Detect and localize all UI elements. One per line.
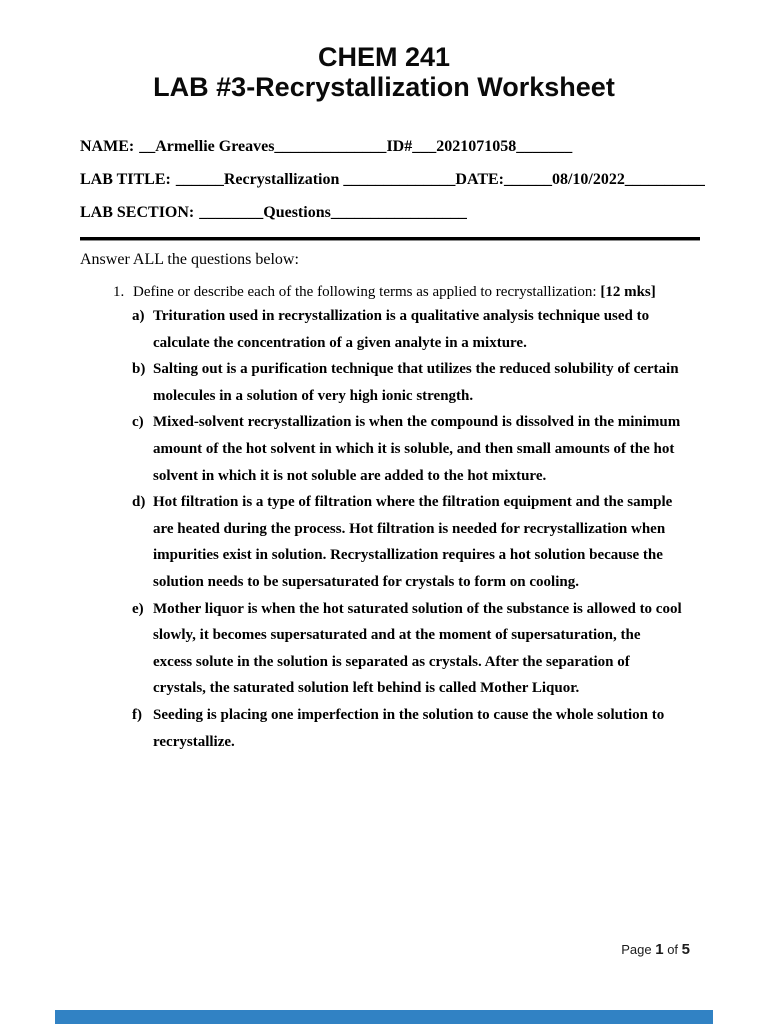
header-fields bbox=[80, 138, 705, 222]
id-value: ___2021071058_______ bbox=[412, 138, 573, 155]
lab-section-label: LAB SECTION: bbox=[80, 204, 195, 221]
answer-text: Mother liquor is when the hot saturated solution of the substance is allowed to cool slowly, it becomes supersaturated and at the moment of supersaturation, the excess solute in the solution is separated as crystals. After the separation of crystals, the saturated solution left behind is called Mother Liquor. bbox=[153, 600, 682, 697]
labtitle-date-row bbox=[80, 171, 705, 189]
lab-section-field bbox=[80, 204, 467, 222]
question-marks: [12 mks] bbox=[600, 284, 656, 300]
lab-title-value: ______Recrystallization ______________ bbox=[175, 171, 456, 188]
answer-item-c bbox=[132, 409, 768, 489]
answer-item-a bbox=[132, 303, 768, 356]
id-field bbox=[386, 138, 572, 156]
answer-list bbox=[132, 303, 768, 755]
answer-text: Trituration used in recrystallization is a qualitative analysis technique used to calculate the concentration of a given analyte in a mixture. bbox=[153, 308, 650, 351]
page-number-footer bbox=[621, 941, 690, 958]
answer-text: Salting out is a purification technique that utilizes the reduced solubility of certain molecules in a solution of very high ionic strength. bbox=[153, 361, 679, 404]
name-value: __Armellie Greaves______________ bbox=[139, 138, 387, 155]
answer-letter: f) bbox=[132, 706, 142, 723]
answer-item-e bbox=[132, 596, 768, 702]
answer-letter: b) bbox=[132, 361, 146, 378]
page-total: 5 bbox=[681, 941, 690, 958]
of-label: of bbox=[663, 942, 682, 957]
lab-title-heading: LAB #3-Recrystallization Worksheet bbox=[153, 72, 615, 102]
answer-item-f bbox=[132, 702, 768, 755]
page-label: Page bbox=[621, 942, 656, 957]
lab-section-value: ________Questions_________________ bbox=[199, 204, 467, 221]
course-title: CHEM 241 bbox=[317, 42, 451, 72]
lab-title-label: LAB TITLE: bbox=[80, 171, 171, 188]
section-divider bbox=[80, 237, 700, 241]
answer-item-d bbox=[132, 489, 768, 595]
name-id-row bbox=[80, 138, 698, 156]
name-label: NAME: bbox=[80, 138, 135, 155]
viewer-page-gap-bar bbox=[55, 1010, 713, 1024]
instruction-text: Answer ALL the questions below: bbox=[80, 251, 299, 268]
date-field bbox=[455, 171, 704, 189]
answer-letter: c) bbox=[132, 414, 144, 431]
name-field bbox=[80, 138, 386, 156]
answer-text: Hot filtration is a type of filtration where the filtration equipment and the sample are heated during the process. Hot filtration is needed for recrystallization when impurities exist in solution. Recrystallization requires a hot solution because the solution needs to be supersaturated for crystals to form on cooling. bbox=[153, 494, 673, 590]
document-title bbox=[0, 42, 768, 102]
lab-section-row bbox=[80, 204, 698, 222]
answer-letter: d) bbox=[132, 494, 146, 511]
answer-text: Seeding is placing one imperfection in the solution to cause the whole solution to recrystallize. bbox=[153, 706, 665, 750]
date-label: DATE: bbox=[455, 171, 504, 188]
lab-title-field bbox=[80, 171, 455, 189]
answer-text: Mixed-solvent recrystallization is when the compound is dissolved in the minimum amount of the hot solvent in which it is soluble, and then small amounts of the hot solvent in which it is not soluble are added to the hot mixture. bbox=[153, 414, 681, 484]
answer-letter: e) bbox=[132, 600, 144, 617]
id-label: ID# bbox=[386, 138, 413, 155]
answer-item-b bbox=[132, 356, 768, 409]
date-value: ______08/10/2022__________ bbox=[503, 171, 705, 188]
question-number: 1. bbox=[113, 284, 125, 300]
question-text: Define or describe each of the following terms as applied to recrystallization: bbox=[133, 284, 601, 300]
question-1 bbox=[113, 283, 768, 302]
answer-letter: a) bbox=[132, 308, 145, 324]
page-number: 1 bbox=[655, 941, 664, 958]
